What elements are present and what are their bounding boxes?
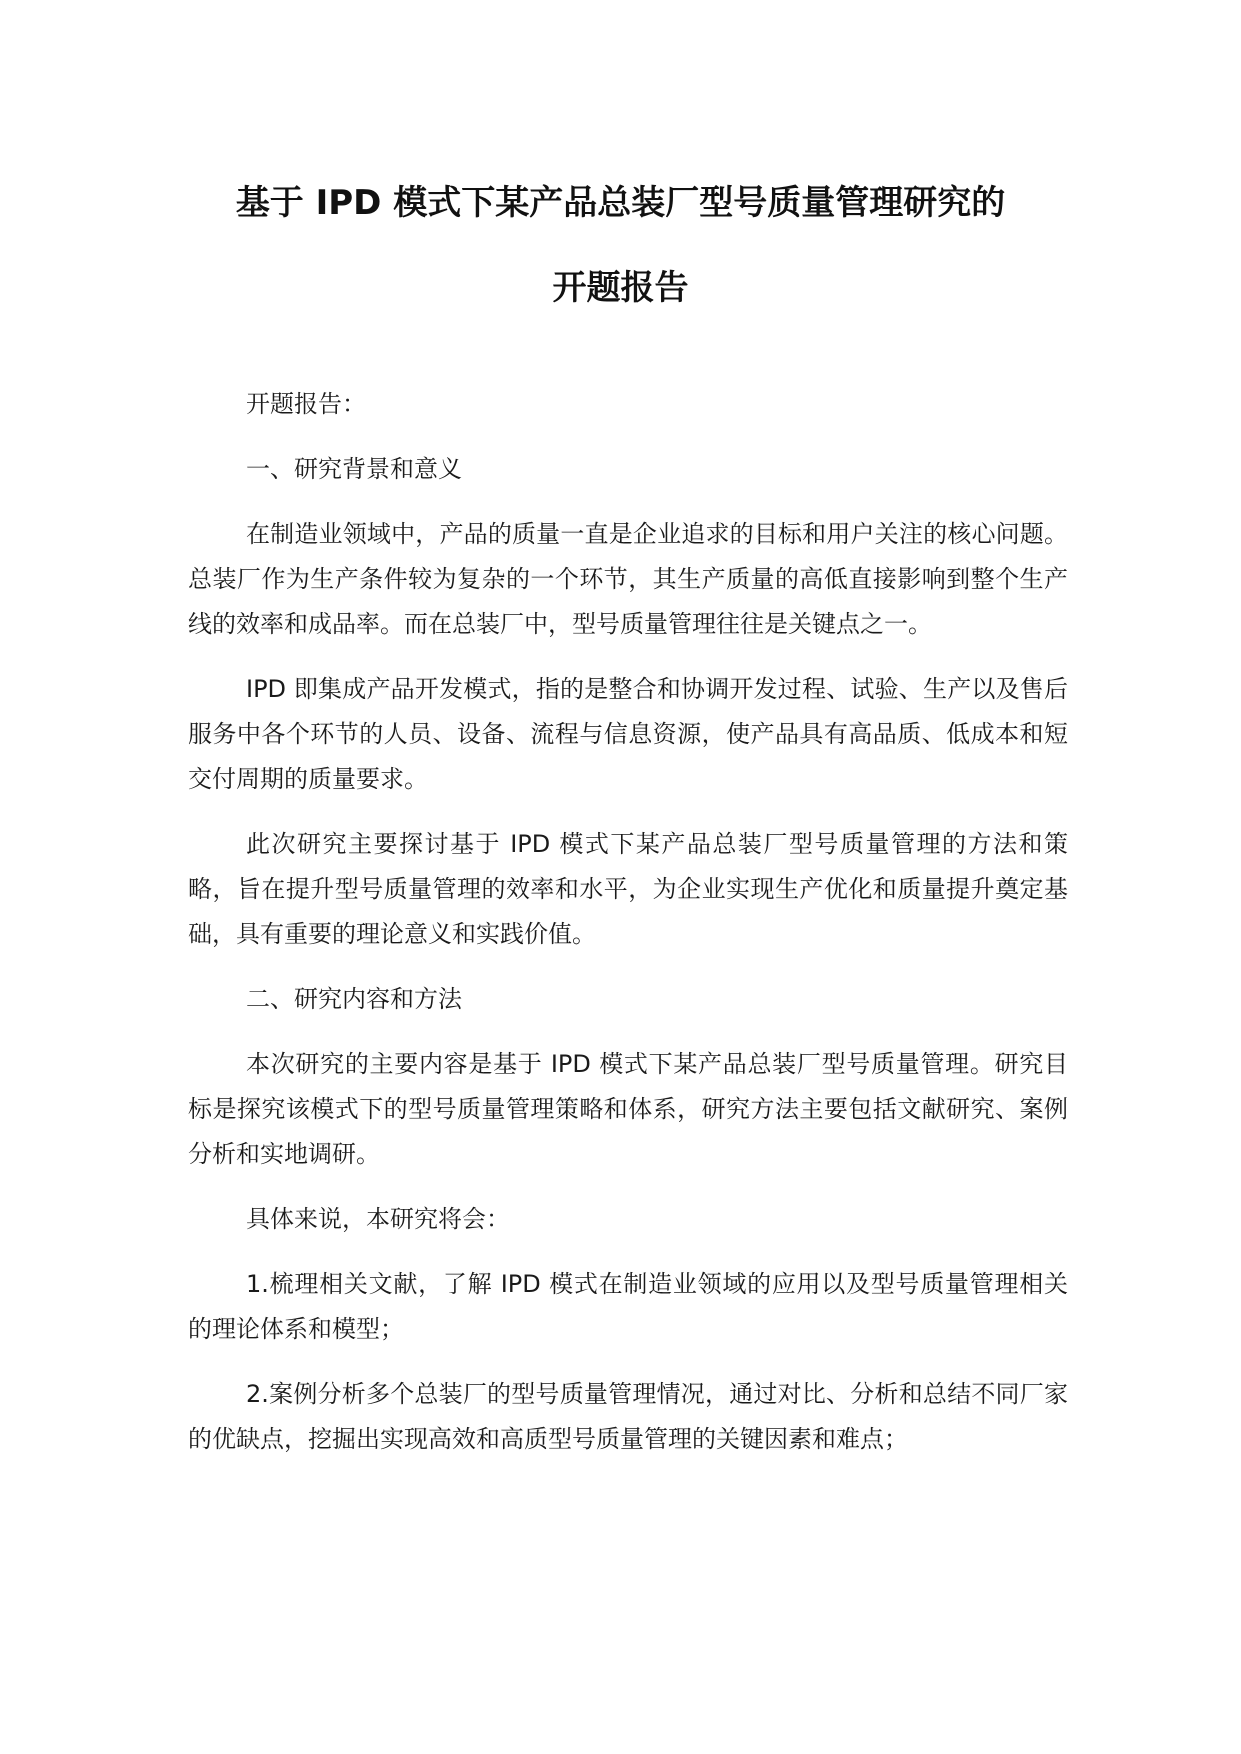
paragraph-background-ipd: IPD 即集成产品开发模式，指的是整合和协调开发过程、试验、生产以及售后服务中各个环节的人员、设备、流程与信息资源，使产品具有高品质、低成本和短交付周期的质量要求。 xyxy=(188,675,1068,793)
paragraph-background-1: 在制造业领域中，产品的质量一直是企业追求的目标和用户关注的核心问题。总装厂作为生产条件较为复杂的一个环节，其生产质量的高低直接影响到整个生产线的效率和成品率。而在总装厂中，型号质量管理往往是关键点之一。 xyxy=(188,520,1068,638)
document-body xyxy=(188,382,1068,1482)
section-heading-background: 一、研究背景和意义 xyxy=(246,455,462,483)
section-heading-content-method: 二、研究内容和方法 xyxy=(246,985,462,1013)
document-title-line-2: 开题报告 xyxy=(552,268,689,308)
paragraph-background-purpose: 此次研究主要探讨基于 IPD 模式下某产品总装厂型号质量管理的方法和策略，旨在提升型号质量管理的效率和水平，为企业实现生产优化和质量提升奠定基础，具有重要的理论意义和实践价值。 xyxy=(188,830,1068,948)
document-title-line-1: 基于 IPD 模式下某产品总装厂型号质量管理研究的 xyxy=(235,183,1006,223)
report-label: 开题报告： xyxy=(246,390,366,418)
paragraph-content-main: 本次研究的主要内容是基于 IPD 模式下某产品总装厂型号质量管理。研究目标是探究该模式下的型号质量管理策略和体系，研究方法主要包括文献研究、案例分析和实地调研。 xyxy=(188,1050,1068,1168)
list-item-1: 1.梳理相关文献，了解 IPD 模式在制造业领域的应用以及型号质量管理相关的理论体系和模型； xyxy=(188,1270,1068,1343)
paragraph-specifics-intro: 具体来说，本研究将会： xyxy=(246,1205,510,1233)
list-item-2: 2.案例分析多个总装厂的型号质量管理情况，通过对比、分析和总结不同厂家的优缺点，挖掘出实现高效和高质型号质量管理的关键因素和难点； xyxy=(188,1380,1068,1453)
